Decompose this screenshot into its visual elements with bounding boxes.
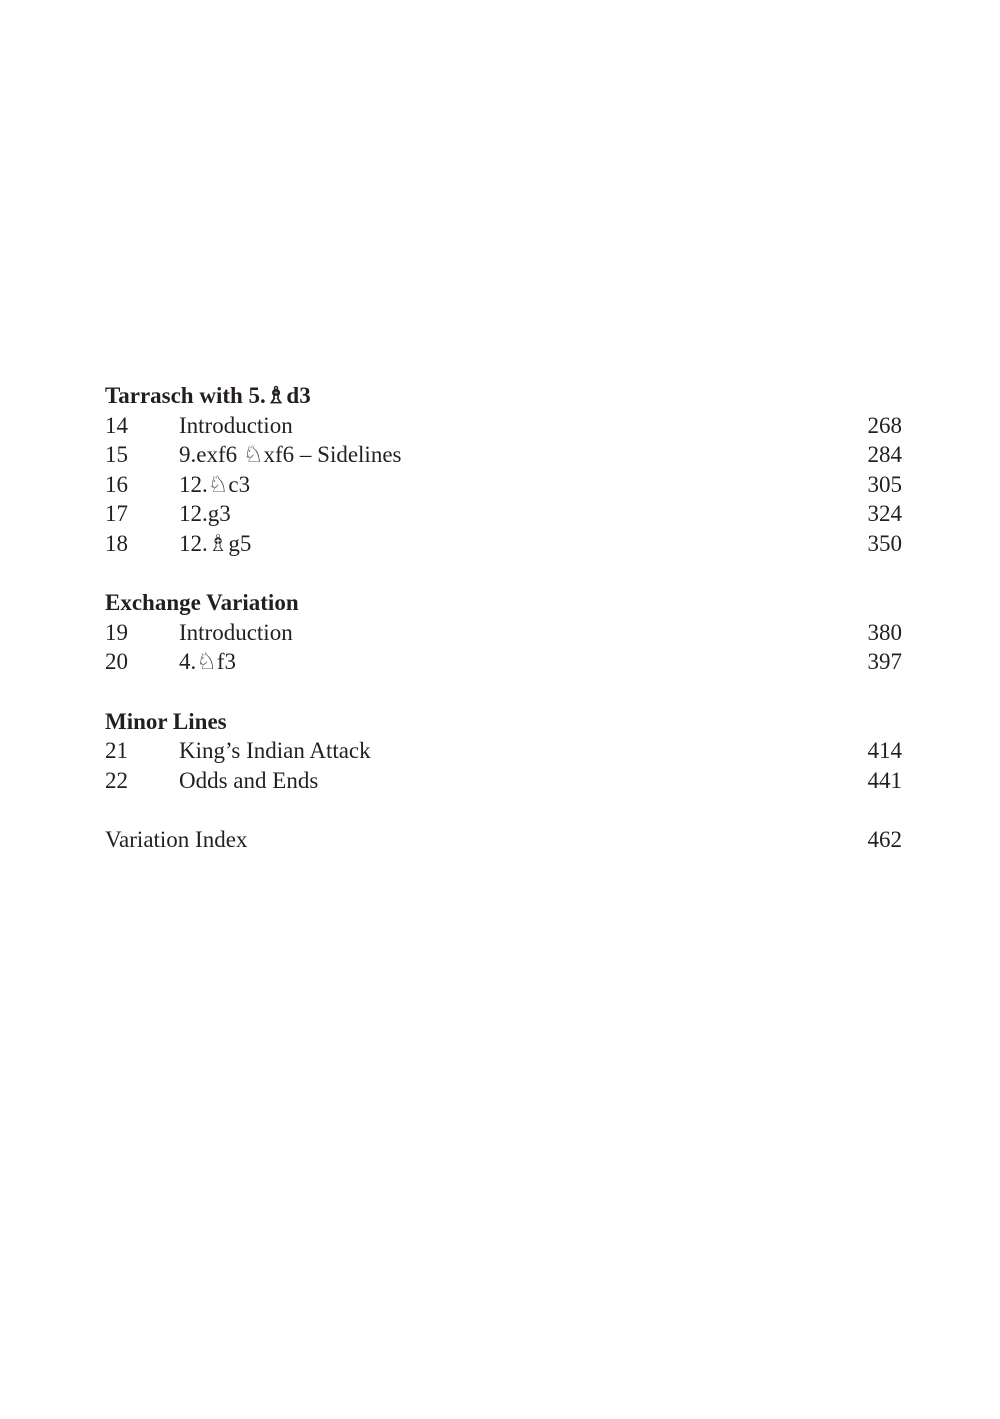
chapter-number: 15	[105, 442, 128, 467]
section-spacer	[105, 795, 902, 825]
toc-section-exchange	[105, 588, 902, 677]
toc-entry[interactable]	[105, 736, 902, 766]
toc-section-tarrasch	[105, 381, 902, 558]
page-number: 284	[867, 442, 902, 467]
toc-entry[interactable]	[105, 647, 902, 677]
toc-entry[interactable]	[105, 440, 902, 470]
toc-entry-variation-index[interactable]	[105, 825, 902, 855]
chapter-number: 17	[105, 501, 128, 526]
page-number: 462	[867, 827, 902, 852]
toc-entry[interactable]	[105, 499, 902, 529]
section-title: Exchange Variation	[105, 590, 299, 615]
chapter-title: 12.g3	[179, 501, 231, 526]
chapter-number: 19	[105, 619, 128, 645]
page-number: 324	[867, 501, 902, 526]
page-number: 414	[867, 738, 902, 763]
toc-entry[interactable]	[105, 529, 902, 559]
section-title: Tarrasch with 5.♗d3	[105, 383, 311, 408]
toc-entry[interactable]	[105, 411, 902, 441]
page-number: 397	[867, 649, 902, 674]
chapter-title: 12.♗g5	[179, 530, 252, 556]
page-number: 268	[867, 412, 902, 438]
chapter-number: 21	[105, 738, 128, 763]
chapter-number: 14	[105, 412, 128, 438]
section-title: Minor Lines	[105, 708, 227, 734]
chapter-number: 18	[105, 530, 128, 556]
page-number: 305	[867, 471, 902, 497]
table-of-contents	[105, 381, 902, 855]
chapter-title: King’s Indian Attack	[179, 738, 371, 763]
chapter-title: 4.♘f3	[179, 649, 237, 674]
chapter-number: 22	[105, 767, 128, 793]
section-spacer	[105, 558, 902, 588]
chapter-number: 20	[105, 649, 128, 674]
page-number: 441	[867, 767, 902, 793]
toc-entry[interactable]	[105, 618, 902, 648]
toc-entry[interactable]	[105, 766, 902, 796]
toc-entry[interactable]	[105, 470, 902, 500]
chapter-title: Odds and Ends	[179, 767, 319, 793]
chapter-title: Introduction	[179, 619, 293, 645]
section-spacer	[105, 677, 902, 707]
index-title: Variation Index	[105, 827, 248, 852]
chapter-title: 12.♘c3	[179, 471, 251, 497]
page-number: 350	[867, 530, 902, 556]
chapter-title: Introduction	[179, 412, 293, 438]
chapter-title: 9.exf6 ♘xf6 – Sidelines	[179, 442, 402, 467]
toc-section-minor-lines	[105, 707, 902, 796]
page-number: 380	[867, 619, 902, 645]
chapter-number: 16	[105, 471, 128, 497]
